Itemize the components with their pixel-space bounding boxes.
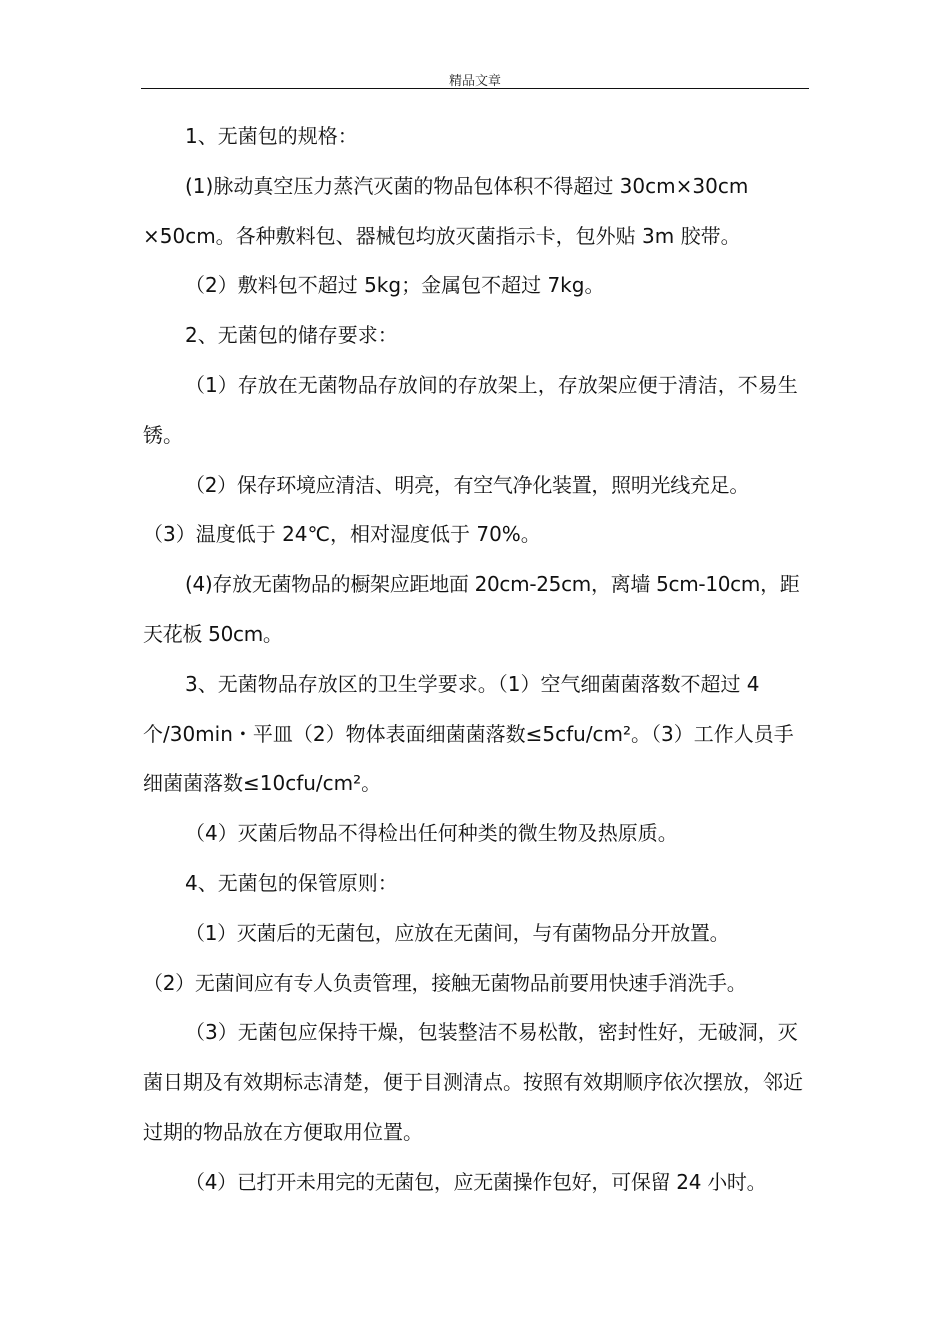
document-body	[143, 112, 810, 1208]
paragraph: （3）温度低于 24℃，相对湿度低于 70%。	[143, 522, 541, 547]
paragraph: (1)脉动真空压力蒸汽灭菌的物品包体积不得超过 30cm×30cm ×50cm。各种敷料包、器械包均放灭菌指示卡，包外贴 3m 胶带。	[143, 173, 749, 248]
heading-1: 1、无菌包的规格：	[185, 124, 358, 148]
paragraph: 3、无菌物品存放区的卫生学要求。（1）空气细菌菌落数不超过 4 个/30min・平皿（2）物体表面细菌菌落数≤5cfu/cm²。（3）工作人员手细菌菌落数≤10cfu/cm²。	[143, 671, 794, 796]
heading-2: 2、无菌包的储存要求：	[185, 323, 398, 348]
paragraph: （1）存放在无菌物品存放间的存放架上，存放架应便于清洁，不易生锈。	[143, 372, 798, 447]
heading-4: 4、无菌包的保管原则：	[185, 870, 398, 895]
paragraph: （1）灭菌后的无菌包，应放在无菌间，与有菌物品分开放置。	[185, 920, 730, 945]
paragraph: (4)存放无菌物品的橱架应距地面 20cm-25cm，离墙 5cm-10cm，距天花板 50cm。	[143, 572, 800, 646]
paragraph: （2）敷料包不超过 5kg；金属包不超过 7kg。	[185, 273, 605, 298]
paragraph: （4）灭菌后物品不得检出任何种类的微生物及热原质。	[185, 821, 678, 846]
header-divider	[141, 88, 809, 89]
page-header: 精品文章	[448, 74, 501, 89]
paragraph: （3）无菌包应保持干燥，包装整洁不易松散，密封性好，无破洞，灭菌日期及有效期标志清楚，便于目测清点。按照有效期顺序依次摆放，邻近过期的物品放在方便取用位置。	[143, 1020, 803, 1144]
paragraph: （2）无菌间应有专人负责管理，接触无菌物品前要用快速手消洗手。	[143, 970, 747, 995]
paragraph: （2）保存环境应清洁、明亮，有空气净化装置，照明光线充足。	[185, 472, 750, 497]
paragraph: （4）已打开未用完的无菌包，应无菌操作包好，可保留 24 小时。	[185, 1169, 767, 1194]
